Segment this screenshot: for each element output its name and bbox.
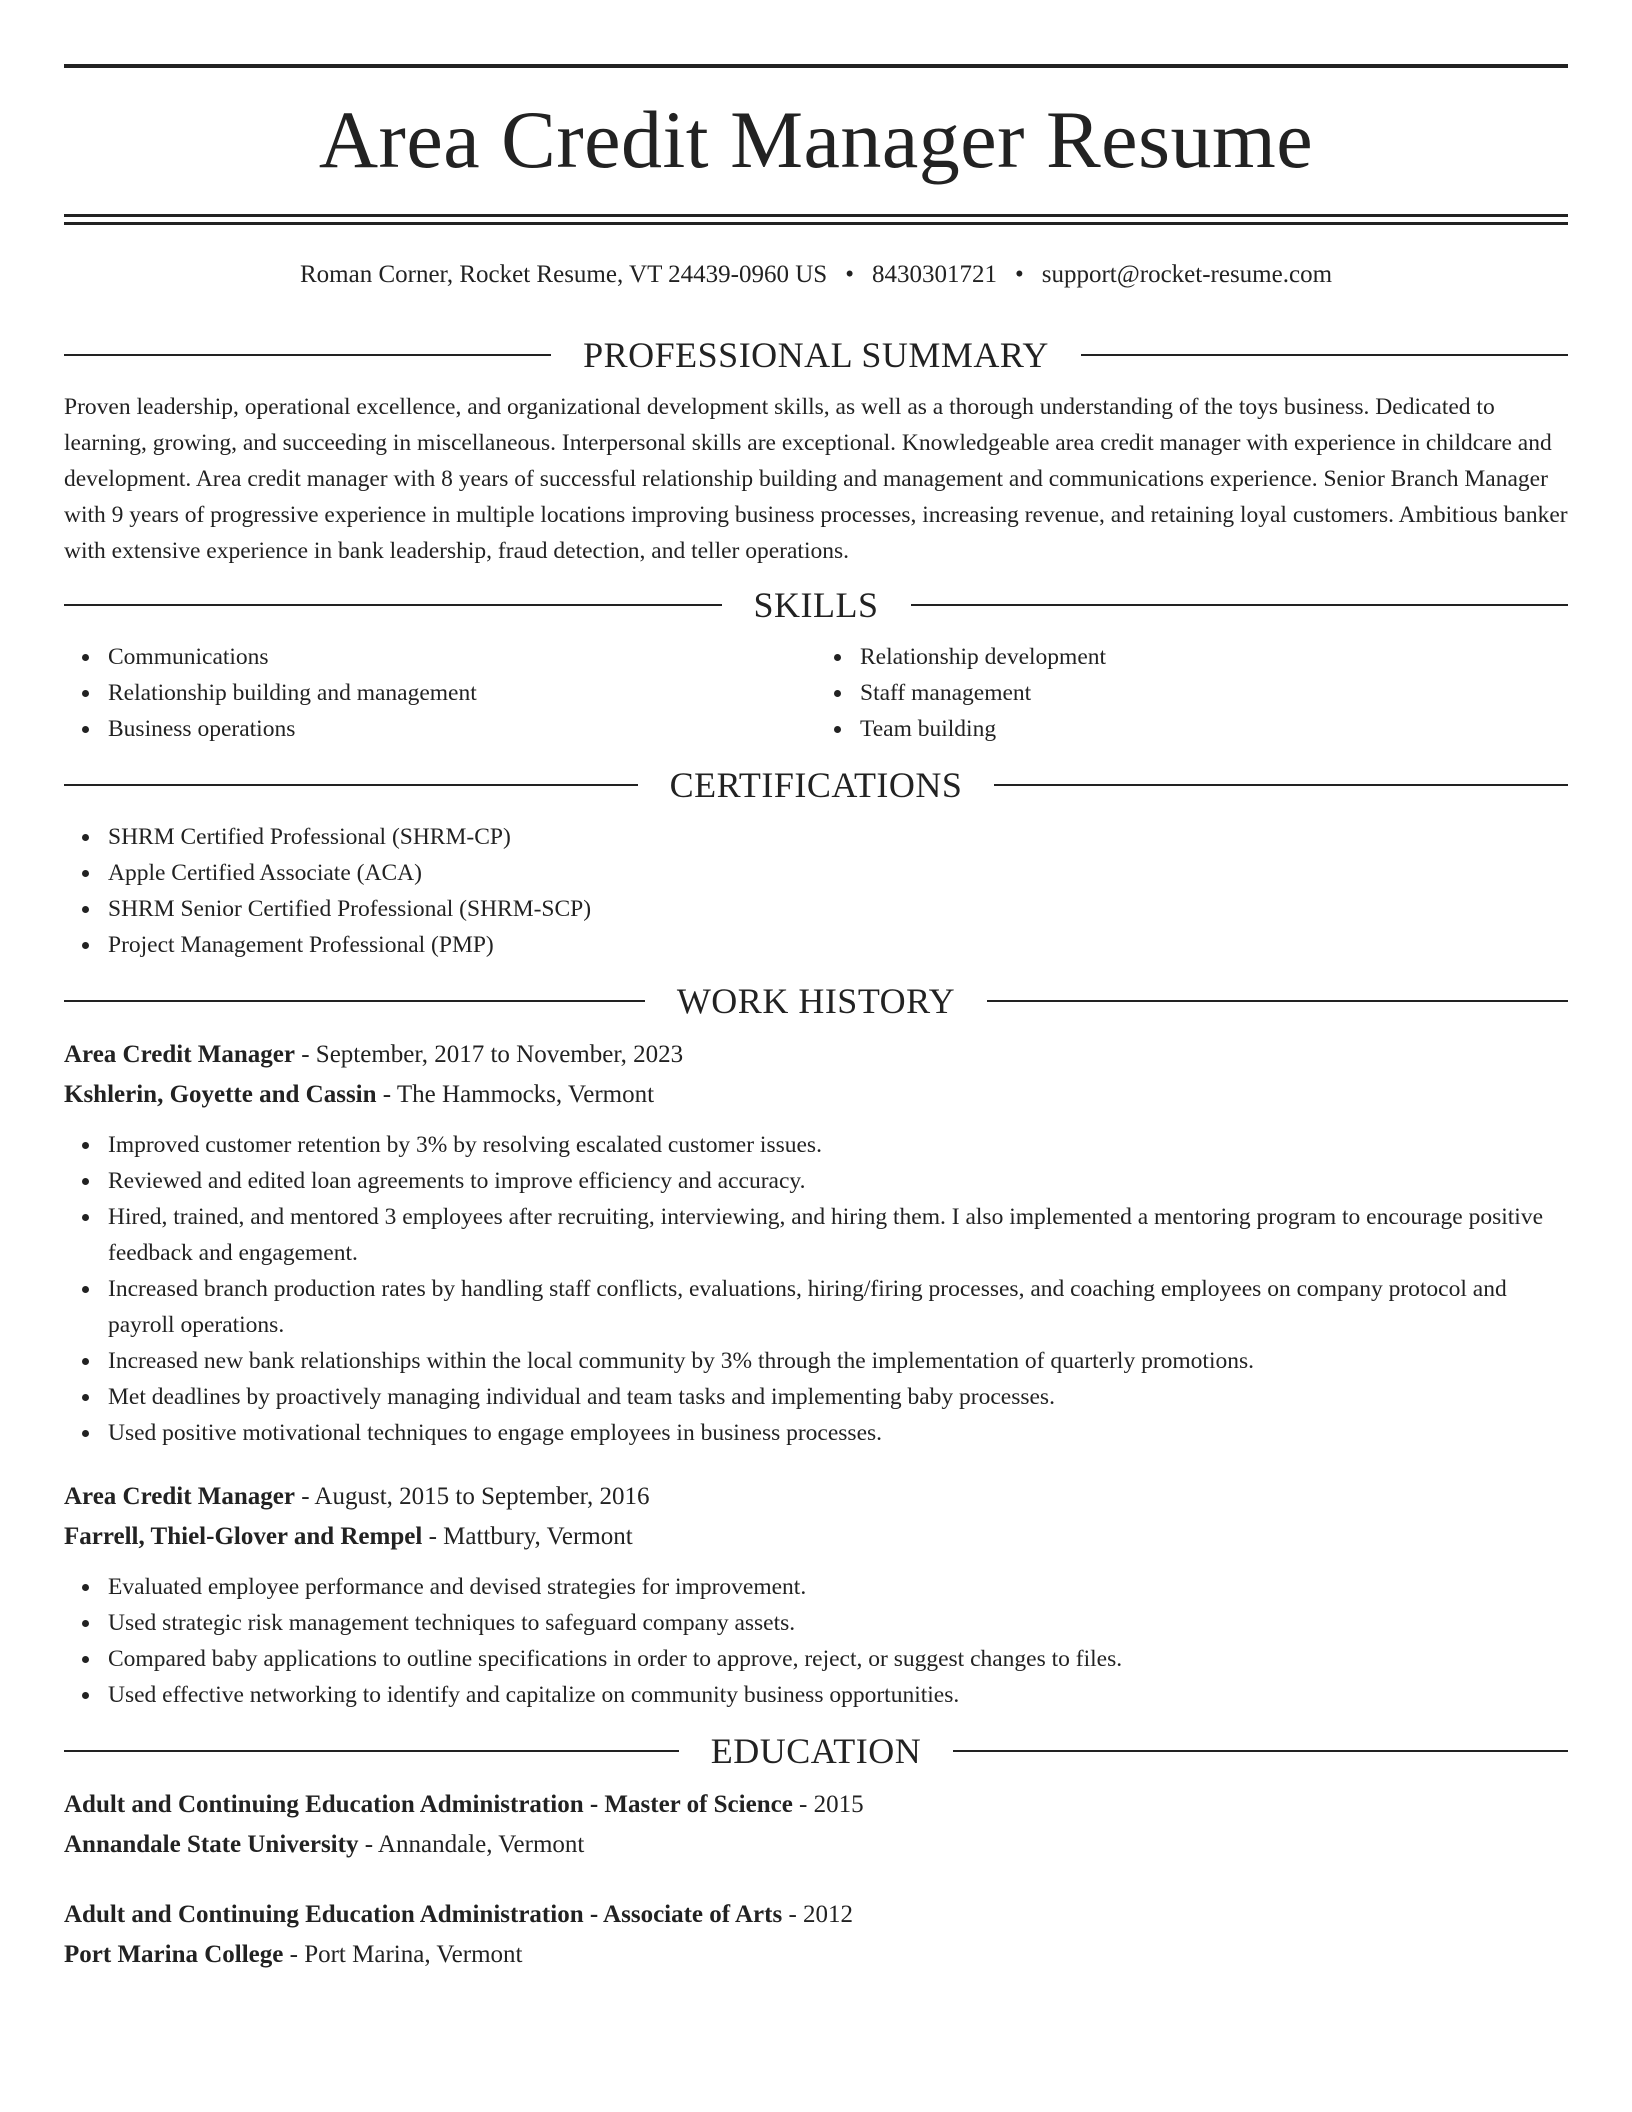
job-company-line: [64, 1075, 1568, 1115]
degree-year: - 2012: [782, 1901, 854, 1928]
skills-grid: [64, 639, 1568, 747]
job-company-line: [64, 1517, 1568, 1557]
section-title-education: EDUCATION: [710, 1731, 922, 1771]
job-bullets: [64, 1569, 1568, 1713]
degree: Adult and Continuing Education Administration - Master of Science: [64, 1791, 793, 1818]
list-item: Business operations: [108, 711, 816, 747]
contact-separator: •: [1014, 261, 1024, 288]
list-item: Communications: [108, 639, 816, 675]
list-item: Used strategic risk management techniques to safeguard company assets.: [108, 1605, 1568, 1641]
top-rule: [64, 64, 1568, 68]
job-location: - Mattbury, Vermont: [422, 1523, 633, 1550]
education-entry: [64, 1895, 1568, 1975]
contact-separator: •: [845, 261, 854, 288]
section-title-skills: SKILLS: [753, 585, 879, 625]
list-item: Compared baby applications to outline specifications in order to approve, reject, or suggest changes to files.: [108, 1641, 1568, 1677]
contact-email: support@rocket-resume.com: [1041, 261, 1333, 288]
job-dates: - September, 2017 to November, 2023: [294, 1041, 684, 1068]
list-item: Used effective networking to identify and capitalize on community business opportunities.: [108, 1677, 1568, 1713]
heading-rule-left: [64, 1750, 679, 1752]
title-double-rule: [64, 214, 1568, 225]
list-item: Evaluated employee performance and devised strategies for improvement.: [108, 1569, 1568, 1605]
work-heading: [64, 979, 1568, 1023]
degree-line: [64, 1785, 1568, 1825]
degree-year: - 2015: [792, 1791, 864, 1818]
list-item: Relationship development: [860, 639, 1568, 675]
summary-text: Proven leadership, operational excellence, and organizational development skills, as well as a thorough understanding of the toys business. Dedicated to learning, growing, and succeeding in miscellaneous. Interpersonal skills are exceptional. Knowledgeable area credit manager with experience in childcare and development. Area credit manager with 8 years of successful relationship building and management and communications experience. Senior Branch Manager with 9 years of progressive experience in multiple locations improving business processes, increasing revenue, and retaining loyal customers. Ambitious banker with extensive experience in bank leadership, fraud detection, and teller operations.: [64, 394, 1568, 564]
degree: Adult and Continuing Education Administration - Associate of Arts: [64, 1901, 783, 1928]
heading-rule-right: [911, 604, 1569, 606]
list-item: Project Management Professional (PMP): [108, 927, 1568, 963]
contact-line: [64, 259, 1568, 291]
school-location: - Annandale, Vermont: [358, 1831, 585, 1858]
section-title-work: WORK HISTORY: [676, 981, 956, 1021]
list-item: Met deadlines by proactively managing individual and team tasks and implementing baby processes.: [108, 1379, 1568, 1415]
list-item: SHRM Certified Professional (SHRM-CP): [108, 819, 1568, 855]
list-item: Increased branch production rates by handling staff conflicts, evaluations, hiring/firing processes, and coaching employees on company protocol and payroll operations.: [108, 1271, 1568, 1343]
list-item: Staff management: [860, 675, 1568, 711]
heading-rule-left: [64, 604, 722, 606]
list-item: SHRM Senior Certified Professional (SHRM-SCP): [108, 891, 1568, 927]
school-line: [64, 1935, 1568, 1975]
job-company: Kshlerin, Goyette and Cassin: [64, 1081, 377, 1108]
skills-list-right: [816, 639, 1568, 747]
school-line: [64, 1825, 1568, 1865]
list-item: Hired, trained, and mentored 3 employees after recruiting, interviewing, and hiring them. I also implemented a mentoring program to encourage positive feedback and engagement.: [108, 1199, 1568, 1271]
heading-rule-right: [987, 1000, 1568, 1002]
job-entry: [64, 1035, 1568, 1451]
job-title-line: [64, 1035, 1568, 1075]
education-entry: [64, 1785, 1568, 1865]
list-item: Relationship building and management: [108, 675, 816, 711]
job-company: Farrell, Thiel-Glover and Rempel: [64, 1523, 423, 1550]
degree-line: [64, 1895, 1568, 1935]
section-title-summary: PROFESSIONAL SUMMARY: [583, 335, 1049, 375]
job-title: Area Credit Manager: [64, 1041, 295, 1068]
certifications-heading: [64, 763, 1568, 807]
education-heading: [64, 1729, 1568, 1773]
school: Port Marina College: [64, 1941, 284, 1968]
summary-heading: [64, 333, 1568, 377]
school: Annandale State University: [64, 1831, 359, 1858]
contact-phone: 8430301721: [871, 261, 997, 288]
section-title-certifications: CERTIFICATIONS: [669, 765, 963, 805]
job-bullets: [64, 1127, 1568, 1451]
heading-rule-right: [953, 1750, 1568, 1752]
job-entry: [64, 1477, 1568, 1713]
heading-rule-left: [64, 784, 638, 786]
list-item: Used positive motivational techniques to engage employees in business processes.: [108, 1415, 1568, 1451]
job-dates: - August, 2015 to September, 2016: [294, 1483, 650, 1510]
job-title: Area Credit Manager: [64, 1483, 295, 1510]
page-title: Area Credit Manager Resume: [318, 94, 1314, 185]
list-item: Reviewed and edited loan agreements to improve efficiency and accuracy.: [108, 1163, 1568, 1199]
certifications-list: [64, 819, 1568, 963]
heading-rule-left: [64, 354, 551, 356]
list-item: Apple Certified Associate (ACA): [108, 855, 1568, 891]
heading-rule-left: [64, 1000, 645, 1002]
skills-heading: [64, 583, 1568, 627]
list-item: Improved customer retention by 3% by resolving escalated customer issues.: [108, 1127, 1568, 1163]
list-item: Increased new bank relationships within the local community by 3% through the implementation of quarterly promotions.: [108, 1343, 1568, 1379]
heading-rule-right: [994, 784, 1568, 786]
job-title-line: [64, 1477, 1568, 1517]
heading-rule-right: [1081, 354, 1568, 356]
job-location: - The Hammocks, Vermont: [376, 1081, 655, 1108]
skills-list-left: [64, 639, 816, 747]
school-location: - Port Marina, Vermont: [283, 1941, 523, 1968]
contact-address: Roman Corner, Rocket Resume, VT 24439-0960 US: [299, 261, 828, 288]
list-item: Team building: [860, 711, 1568, 747]
